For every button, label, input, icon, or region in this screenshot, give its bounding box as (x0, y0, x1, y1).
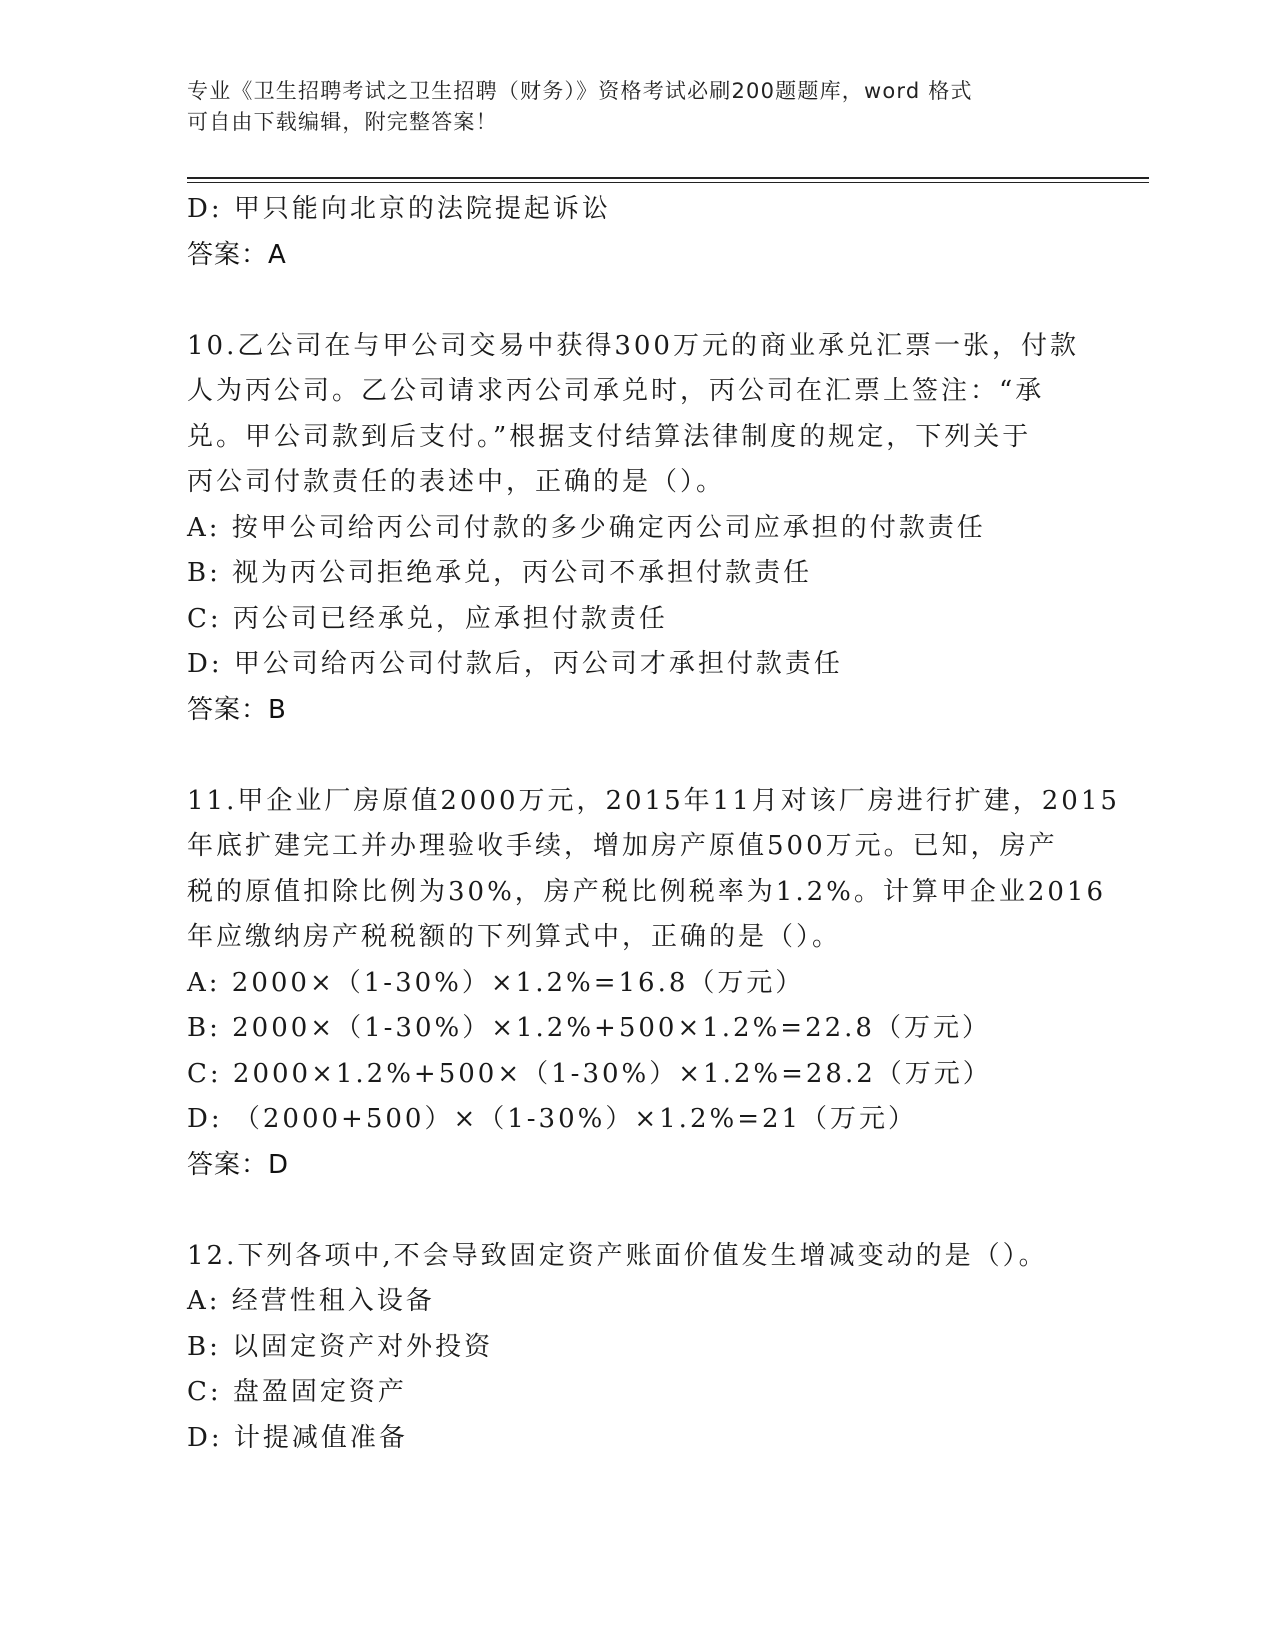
header-line-2: 可自由下载编辑，附完整答案！ (187, 110, 498, 134)
question-block-9 (187, 187, 1087, 278)
header-line-1: 专业《卫生招聘考试之卫生招聘（财务）》资格考试必刷200题题库，word 格式 (187, 79, 973, 103)
question-text-line: 10.乙公司在与甲公司交易中获得300万元的商业承兑汇票一张，付款 (187, 330, 1079, 361)
question-text-line: 12.下列各项中,不会导致固定资产账面价值发生增减变动的是（）。 (187, 1240, 1048, 1271)
question-block-12 (187, 1234, 1087, 1462)
option-d: D: 计提减值准备 (187, 1422, 408, 1453)
question-block-10 (187, 324, 1087, 734)
header-divider-thick (187, 177, 1149, 179)
question-text-line: 丙公司付款责任的表述中，正确的是（）。 (187, 467, 726, 497)
option-d: D: （2000+500）×（1-30%）×1.2%=21（万元） (187, 1104, 918, 1134)
option-b: B: 视为丙公司拒绝承兑，丙公司不承担付款责任 (187, 558, 813, 588)
option-d: D: 甲公司给丙公司付款后，丙公司才承担付款责任 (187, 649, 843, 679)
page-header (187, 76, 1087, 138)
header-divider-thin (187, 182, 1149, 183)
spacer (187, 1188, 1087, 1234)
option-b: B: 2000×（1-30%）×1.2%+500×1.2%=22.8（万元） (187, 1013, 991, 1043)
spacer (187, 733, 1087, 779)
option-a: A: 2000×（1-30%）×1.2%=16.8（万元） (187, 967, 805, 998)
option-d: D: 甲只能向北京的法院提起诉讼 (187, 194, 611, 224)
spacer (187, 278, 1087, 324)
question-text-line: 11.甲企业厂房原值2000万元，2015年11月对该厂房进行扩建，2015 (187, 785, 1120, 816)
question-list (187, 187, 1120, 1461)
answer-label: 答案：D (187, 1149, 290, 1180)
answer-label: 答案：A (187, 239, 287, 270)
option-a: A: 按甲公司给丙公司付款的多少确定丙公司应承担的付款责任 (187, 512, 986, 543)
question-block-11 (187, 779, 1120, 1189)
answer-label: 答案：B (187, 694, 287, 725)
option-c: C: 2000×1.2%+500×（1-30%）×1.2%=28.2（万元） (187, 1058, 992, 1089)
question-text-line: 年应缴纳房产税税额的下列算式中，正确的是（）。 (187, 922, 842, 952)
option-b: B: 以固定资产对外投资 (187, 1331, 494, 1362)
option-a: A: 经营性租入设备 (187, 1286, 435, 1316)
question-text-line: 兑。甲公司款到后支付。”根据支付结算法律制度的规定，下列关于 (187, 421, 1032, 452)
option-c: C: 丙公司已经承兑，应承担付款责任 (187, 603, 668, 634)
question-text-line: 年底扩建完工并办理验收手续，增加房产原值500万元。已知，房产 (187, 831, 1058, 861)
question-text-line: 税的原值扣除比例为30%，房产税比例税率为1.2%。计算甲企业2016 (187, 876, 1107, 907)
option-c: C: 盘盈固定资产 (187, 1377, 407, 1407)
question-text-line: 人为丙公司。乙公司请求丙公司承兑时，丙公司在汇票上签注：“承 (187, 376, 1045, 406)
